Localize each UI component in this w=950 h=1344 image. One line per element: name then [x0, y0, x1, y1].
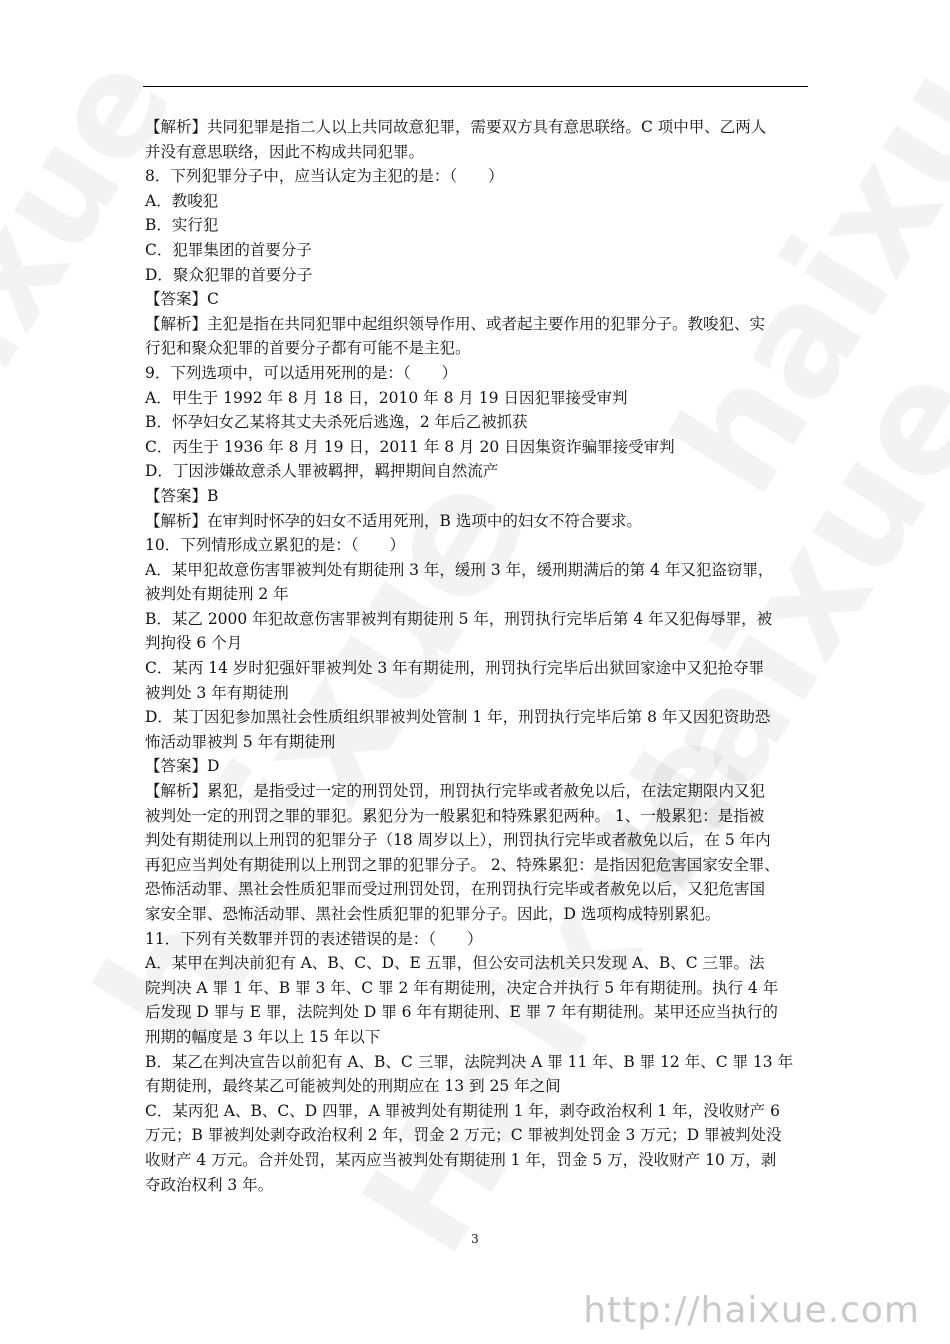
option-line: B．某乙在判决宣告以前犯有 A、B、C 三罪，法院判决 A 罪 11 年、B 罪 12 年、C 罪 13 年: [145, 1052, 794, 1071]
option-line: 院判决 A 罪 1 年、B 罪 3 年、C 罪 2 年有期徒刑，决定合并执行 5 年有期徒刑。执行 4 年: [145, 978, 779, 997]
header-rule: [143, 86, 808, 87]
explanation-line: 被判处一定的刑罚之罪的罪犯。累犯分为一般累犯和特殊累犯两种。 1、一般累犯：是指被: [145, 806, 765, 825]
page-number: 3: [471, 1232, 479, 1246]
option-line: B．某乙 2000 年犯故意伤害罪被判有期徒刑 5 年，刑罚执行完毕后第 4 年又犯侮辱罪，被: [145, 609, 773, 628]
option-line: 收财产 4 万元。合并处罚，某丙应当被判处有期徒刑 1 年，罚金 5 万，没收财产 10 万，剥: [145, 1150, 777, 1169]
option-line: 被判处 3 年有期徒刑: [145, 683, 289, 702]
option-line: 被判处有期徒刑 2 年: [145, 585, 289, 604]
explanation-line: 【解析】累犯，是指受过一定的刑罚处罚，刑罚执行完毕或者赦免以后，在法定期限内又犯: [145, 782, 766, 801]
option-line: C．丙生于 1936 年 8 月 19 日，2011 年 8 月 20 日因集资诈骗罪接受审判: [145, 437, 675, 456]
explanation-line: 家安全罪、恐怖活动罪、黑社会性质犯罪的犯罪分子。因此，D 选项构成特别累犯。: [145, 905, 721, 923]
question-stem: 9．下列选项中，可以适用死刑的是：（ ）: [145, 363, 458, 382]
explanation-line: 恐怖活动罪、黑社会性质犯罪而受过刑罚处罚，在刑罚执行完毕或者赦免以后，又犯危害国: [145, 880, 766, 899]
option-line: 刑期的幅度是 3 年以上 15 年以下: [145, 1027, 381, 1046]
explanation-line: 行犯和聚众犯罪的首要分子都有可能不是主犯。: [145, 339, 471, 358]
explanation-line: 判处有期徒刑以上刑罚的犯罪分子（18 周岁以上），刑罚执行完毕或者赦免以后，在 5 年内: [145, 831, 771, 850]
option-line: 有期徒刑，最终某乙可能被判处的刑期应在 13 到 25 年之间: [145, 1077, 561, 1096]
footer-url-watermark: http://haixue.com: [583, 1290, 920, 1331]
option-line: A．某甲犯故意伤害罪被判处有期徒刑 3 年，缓刑 3 年，缓刑期满后的第 4 年又犯盗窃罪，: [145, 560, 774, 579]
text-line: 并没有意思联络，因此不构成共同犯罪。: [145, 142, 425, 161]
question-stem: 8．下列犯罪分子中，应当认定为主犯的是：（ ）: [145, 167, 504, 186]
option-line: C．某丙犯 A、B、C、D 四罪，A 罪被判处有期徒刑 1 年，剥夺政治权利 1 年，没收财产 6: [145, 1101, 780, 1120]
answer-line: 【答案】B: [145, 486, 219, 505]
option-line: D．某丁因犯参加黑社会性质组织罪被判处管制 1 年，刑罚执行完毕后第 8 年又因犯资助恐: [145, 708, 771, 727]
option-line: C．犯罪集团的首要分子: [145, 240, 312, 259]
option-line: 后发现 D 罪与 E 罪，法院判处 D 罪 6 年有期徒刑、E 罪 7 年有期徒刑。某甲还应当执行的: [145, 1003, 778, 1022]
option-line: 夺政治权利 3 年。: [145, 1175, 274, 1194]
question-stem: 10．下列情形成立累犯的是：（ ）: [145, 536, 405, 555]
option-line: B．实行犯: [145, 216, 219, 235]
document-body: [145, 115, 810, 1197]
answer-line: 【答案】D: [145, 757, 220, 776]
option-line: 万元；B 罪被判处剥夺政治权利 2 年，罚金 2 万元；C 罪被判处罚金 3 万元；D 罪被判处没: [145, 1126, 782, 1145]
option-line: D．丁因涉嫌故意杀人罪被羁押，羁押期间自然流产: [145, 462, 499, 481]
explanation-line: 【解析】主犯是指在共同犯罪中起组织领导作用、或者起主要作用的犯罪分子。教唆犯、实: [145, 314, 766, 333]
option-line: A．甲生于 1992 年 8 月 18 日，2010 年 8 月 19 日因犯罪接受审判: [145, 388, 628, 407]
explanation-line: 再犯应当判处有期徒刑以上刑罚之罪的犯罪分子。 2、特殊累犯：是指因犯危害国家安全罪、: [145, 855, 780, 874]
option-line: 判拘役 6 个月: [145, 634, 243, 653]
option-line: 怖活动罪被判 5 年有期徒刑: [145, 732, 336, 751]
option-line: D．聚众犯罪的首要分子: [145, 265, 313, 284]
option-line: A．教唆犯: [145, 191, 219, 210]
option-line: A．某甲在判决前犯有 A、B、C、D、E 五罪，但公安司法机关只发现 A、B、C 三罪。法: [145, 954, 765, 973]
explanation-line: 【解析】在审判时怀孕的妇女不适用死刑，B 选项中的妇女不符合要求。: [145, 511, 642, 530]
text-line: 【解析】共同犯罪是指二人以上共同故意犯罪，需要双方具有意思联络。C 项中甲、乙两人: [145, 118, 767, 136]
option-line: C．某丙 14 岁时犯强奸罪被判处 3 年有期徒刑，刑罚执行完毕后出狱回家途中又犯抢夺罪: [145, 659, 765, 678]
question-stem: 11．下列有关数罪并罚的表述错误的是：（ ）: [145, 929, 483, 948]
answer-line: 【答案】C: [145, 290, 219, 309]
option-line: B．怀孕妇女乙某将其丈夫杀死后逃逸，2 年后乙被抓获: [145, 413, 528, 432]
